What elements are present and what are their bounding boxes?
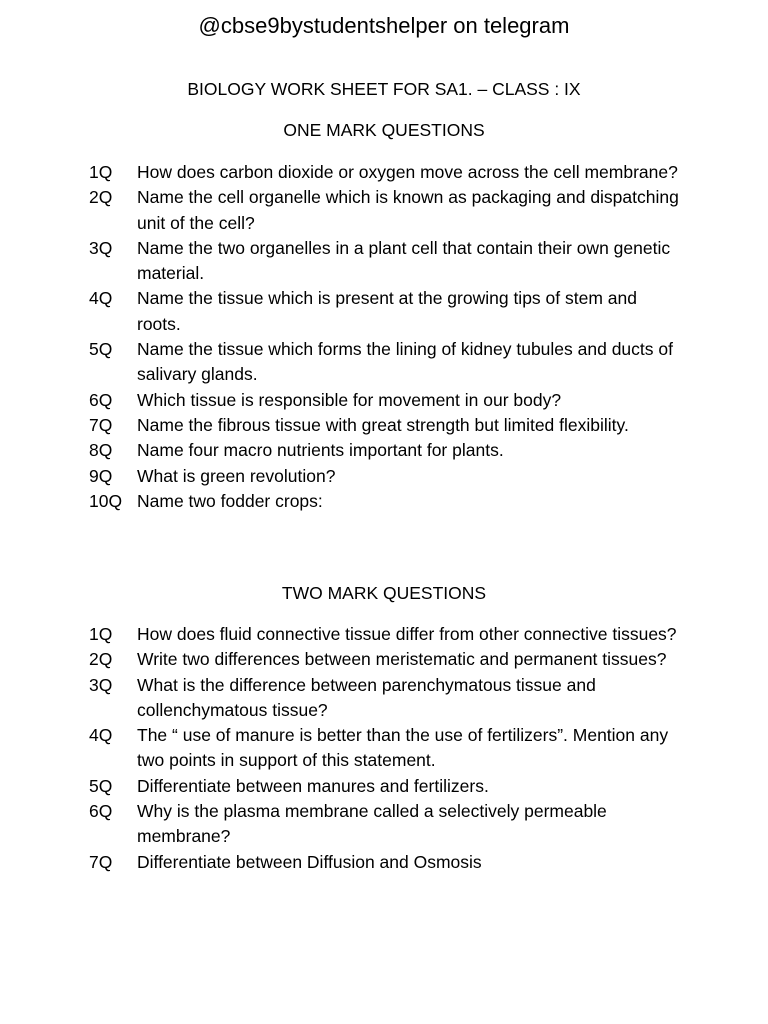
- question-number: 5Q: [89, 775, 113, 796]
- question-text: Name the tissue which is present at the growing tips of stem and roots.: [137, 288, 637, 334]
- question-item: [0, 774, 768, 799]
- question-number: 7Q: [89, 851, 113, 872]
- question-item: [0, 799, 768, 850]
- question-item: [0, 388, 768, 413]
- question-number: 3Q: [89, 674, 113, 695]
- question-number: 10Q: [89, 490, 123, 511]
- question-item: [0, 622, 768, 647]
- question-item: [0, 673, 768, 724]
- one-mark-question-list: [0, 160, 768, 514]
- question-text: Name the two organelles in a plant cell that contain their own genetic material.: [137, 237, 671, 284]
- question-text: How does fluid connective tissue differ from other connective tissues?: [137, 624, 677, 644]
- question-item: [0, 850, 768, 875]
- question-text: Name two fodder crops:: [137, 490, 323, 511]
- question-text: What is green revolution?: [137, 465, 336, 486]
- question-number: 5Q: [89, 339, 113, 360]
- question-number: 6Q: [89, 801, 113, 822]
- question-number: 9Q: [89, 465, 113, 486]
- question-text: Name four macro nutrients important for plants.: [137, 440, 504, 461]
- question-item: [0, 489, 768, 514]
- question-text: Why is the plasma membrane called a selectively permeable membrane?: [137, 801, 607, 847]
- question-number: 3Q: [89, 237, 113, 258]
- question-text: What is the difference between parenchymatous tissue and collenchymatous tissue?: [137, 674, 596, 720]
- question-text: Name the cell organelle which is known as packaging and dispatching unit of the cell?: [137, 187, 679, 233]
- question-number: 2Q: [89, 649, 113, 670]
- question-item: [0, 236, 768, 287]
- question-item: [0, 337, 768, 388]
- question-item: [0, 160, 768, 185]
- question-number: 4Q: [89, 288, 113, 309]
- question-text: The “ use of manure is better than the use of fertilizers”. Mention any two points in support of this statement.: [137, 725, 669, 771]
- question-number: 8Q: [89, 440, 113, 461]
- question-number: 1Q: [89, 624, 113, 644]
- question-number: 7Q: [89, 414, 113, 435]
- question-text: How does carbon dioxide or oxygen move across the cell membrane?: [137, 162, 678, 182]
- question-text: Differentiate between Diffusion and Osmosis: [137, 851, 482, 872]
- question-item: [0, 647, 768, 672]
- two-mark-heading: TWO MARK QUESTIONS: [281, 583, 487, 603]
- two-mark-question-list: [0, 622, 768, 875]
- question-text: Which tissue is responsible for movement in our body?: [137, 389, 562, 410]
- question-number: 1Q: [89, 162, 113, 182]
- question-item: [0, 438, 768, 463]
- question-item: [0, 464, 768, 489]
- question-text: Name the fibrous tissue with great strength but limited flexibility.: [137, 414, 629, 435]
- watermark-header: @cbse9bystudentshelper on telegram: [198, 13, 570, 38]
- question-text: Write two differences between meristematic and permanent tissues?: [137, 649, 667, 670]
- question-number: 6Q: [89, 389, 113, 410]
- question-number: 4Q: [89, 725, 113, 746]
- question-text: Name the tissue which forms the lining of kidney tubules and ducts of salivary glands.: [137, 339, 673, 385]
- one-mark-heading: ONE MARK QUESTIONS: [283, 120, 485, 140]
- question-item: [0, 185, 768, 236]
- question-text: Differentiate between manures and fertilizers.: [137, 775, 489, 796]
- question-number: 2Q: [89, 187, 113, 208]
- question-item: [0, 413, 768, 438]
- worksheet-title: BIOLOGY WORK SHEET FOR SA1. – CLASS : IX: [187, 79, 581, 99]
- question-item: [0, 286, 768, 337]
- question-item: [0, 723, 768, 774]
